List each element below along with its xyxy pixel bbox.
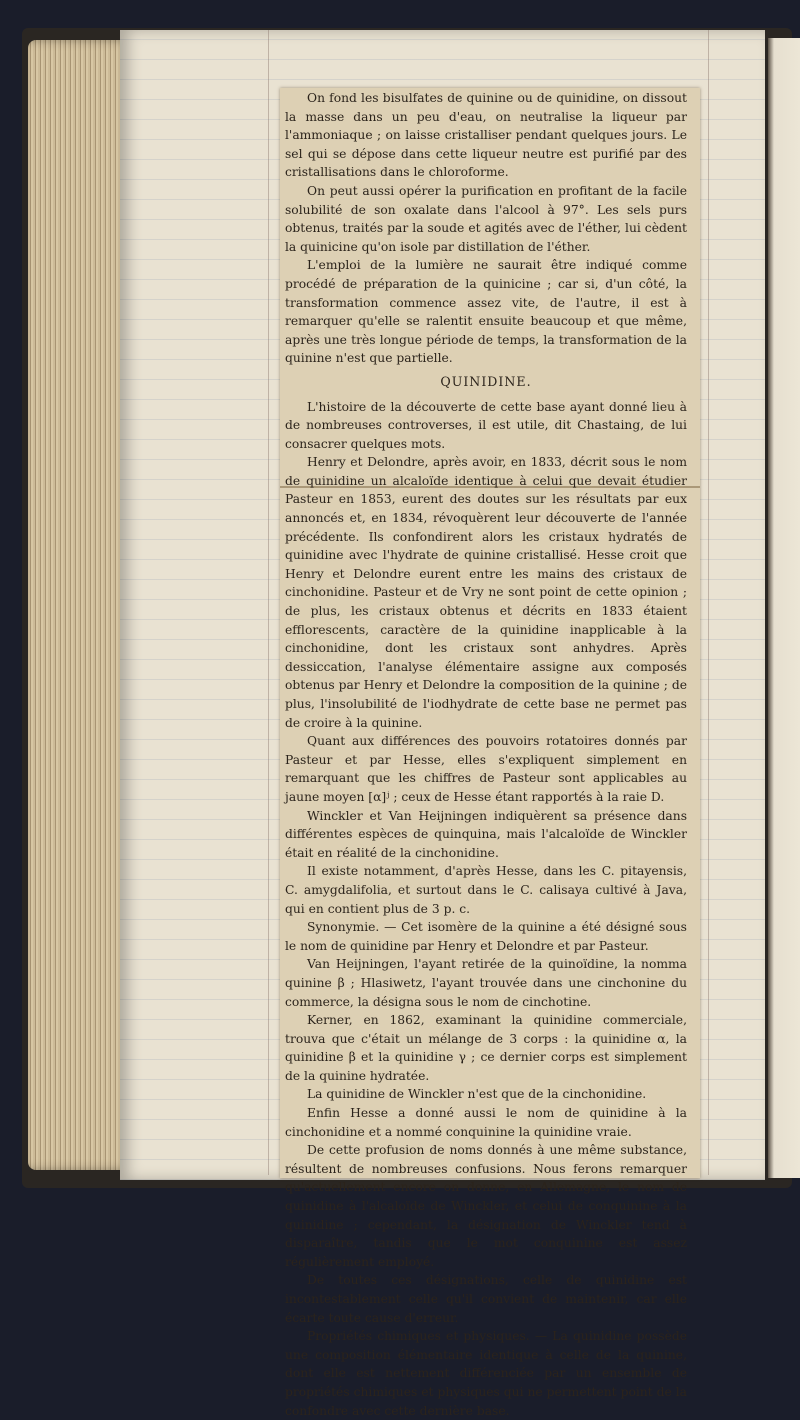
margin-rule-left [268,30,269,1175]
section-title: QUINIDINE. [440,373,532,389]
paragraph-9: Synonymie. — Cet isomère de la quinine a été désigné sous le nom de quinidine par Henry et Delondre et par Pasteur. [285,920,687,953]
paragraph-7: Winckler et Van Heijningen indiquèrent sa présence dans différentes espèces de quinquina, mais l'alcaloïde de Winckler était en réalité de la cinchonidine. [285,808,687,860]
clipping-text [285,89,687,1420]
paragraph-3: L'emploi de la lumière ne saurait être indiqué comme procédé de préparation de la quinicine ; car si, d'un côté, la transformation commence assez vite, de l'autre, il est à remarquer qu'elle se ralentit ensuite beaucoup et que même, après une très longue période de temps, la transformation de la quinine n'est que partielle. [285,258,687,366]
paragraph-14: De cette profusion de noms donnés à une même substance, résultent de nombreuses confusions. Nous ferons remarquer qu'actuellement encore on donne, en Allemagne, le nom de quinidine à l'alcaloïde de Winckler, et celui de conquinine à la quinidine ; cependant, la désignation de Winckler tend à disparaître, tandis que le mot conquinine est assez régulièrement employé. [285,1143,687,1269]
facing-page-edge [768,38,800,1178]
paragraph-6: Quant aux différences des pouvoirs rotatoires donnés par Pasteur et par Hesse, elles s'expliquent simplement en remarquant que les chiffres de Pasteur sont applicables au jaune moyen [α]ʲ ; ceux de Hesse étant rapportés à la raie D. [285,734,687,804]
paragraph-13: Enfin Hesse a donné aussi le nom de quinidine à la cinchonidine et a nommé conquinine la quinidine vraie. [285,1106,687,1139]
paragraph-5: Henry et Delondre, après avoir, en 1833, décrit sous le nom de quinidine un alcaloïde identique à celui que devait étudier Pasteur en 1853, eurent des doutes sur les résultats par eux annoncés et, en 1834, révoquèrent leur découverte de l'année précédente. Ils confondirent alors les cristaux hydratés de quinidine avec l'hydrate de quinine cristallisé. Hesse croit que Henry et Delondre eurent entre les mains des cristaux de cinchonidine. Pasteur et de Vry ne sont point de cette opinion ; de plus, les cristaux obtenus et décrits en 1833 étaient efflorescents, caractère de la quinidine inapplicable à la cinchonidine, dont les cristaux sont anhydres. Après dessiccation, l'analyse élémentaire assigne aux composés obtenus par Henry et Delondre la composition de la quinine ; de plus, l'insolubilité de l'iodhydrate de cette base ne permet pas de croire à la quinine. [285,455,687,730]
paragraph-11: Kerner, en 1862, examinant la quinidine commerciale, trouva que c'était un mélange de 3 corps : la quinidine α, la quinidine β et la quinidine γ ; ce dernier corps est simplement de la quinine hydratée. [285,1013,687,1083]
page-edges [28,40,133,1170]
paragraph-8: Il existe notamment, d'après Hesse, dans les C. pitayensis, C. amygdalifolia, et surtout dans le C. calisaya cultivé à Java, qui en contient plus de 3 p. c. [285,864,687,916]
paragraph-16: Propriétés chimiques et physiques. — La quinidine possède une composition élémentaire identique à celle de la quinine, dont elle est nettement différenciée par un ensemble de propriétés chimiques et physiques qui ne permettent point de la confondre avec cette dernière base. [285,1329,687,1418]
paragraph-1: On fond les bisulfates de quinine ou de quinidine, on dissout la masse dans un peu d'eau, on neutralise la liqueur par l'ammoniaque ; on laisse cristalliser pendant quelques jours. Le sel qui se dépose dans cette liqueur neutre est purifié par des cristallisations dans le chloroforme. [285,91,687,180]
paragraph-2: On peut aussi opérer la purification en profitant de la facile solubilité de son oxalate dans l'alcool à 97°. Les sels purs obtenus, traités par la soude et agités avec de l'éther, lui cèdent la quinicine qu'on isole par distillation de l'éther. [285,183,687,254]
paragraph-10: Van Heijningen, l'ayant retirée de la quinoïdine, la nomma quinine β ; Hlasiwetz, l'ayant trouvée dans une cinchonine du commerce, la désigna sous le nom de cinchotine. [285,957,687,1009]
paragraph-15: De toutes ces désignations, celle de quinidine est incontestablement celle qu'il convient de maintenir, car elle écarte toute cause d'erreur. [285,1273,687,1325]
margin-rule-right [708,30,709,1175]
paragraph-4: L'histoire de la découverte de cette base ayant donné lieu à de nombreuses controverses, il est utile, dit Chastaing, de lui consacrer quelques mots. [285,399,687,451]
paragraph-12: La quinidine de Winckler n'est que de la cinchonidine. [307,1087,647,1102]
